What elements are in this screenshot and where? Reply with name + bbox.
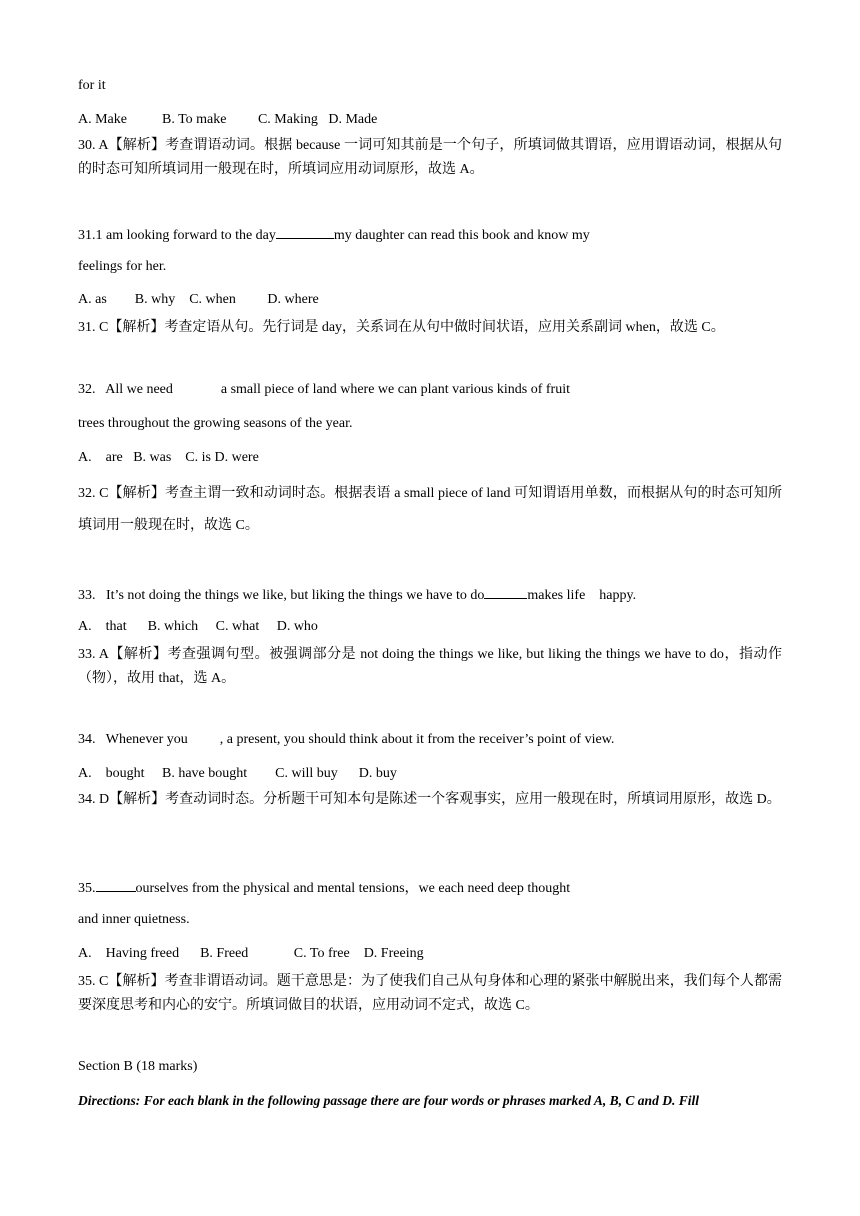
question-31-options: A. as B. why C. when D. where: [78, 292, 319, 307]
answer-31-explanation: 31. C【解析】考查定语从句。先行词是 day，关系词在从句中做时间状语，应用关系副词 when，故选 C。: [78, 320, 725, 335]
question-35-stem-end: and inner quietness.: [78, 912, 190, 927]
question-35-blank: [96, 877, 136, 892]
question-31-stem: [78, 224, 782, 245]
question-35-stem-part1: 35.: [78, 881, 96, 896]
answer-35-explanation: 35. C【解析】考查非谓语动词。题干意思是：为了使我们自己从句身体和心理的紧张中解脱出来，我们每个人都需要深度思考和内心的安宁。所填词做目的状语，应用动词不定式，故选 C。: [78, 974, 782, 1013]
section-b-heading: Section B (18 marks): [78, 1059, 198, 1074]
question-35-stem-part2: ourselves from the physical and mental tensions，we each need deep thought: [135, 881, 571, 896]
question-35-stem: [78, 877, 782, 898]
question-34-stem-part2: , a present, you should think about it from the receiver’s point of view.: [219, 732, 615, 747]
question-33-stem: [78, 584, 782, 605]
answer-33-explanation: 33. A【解析】考查强调句型。被强调部分是 not doing the things we like, but liking the things we have to do，指动作（物），故用 that，选 A。: [78, 647, 782, 686]
question-32-stem: [78, 381, 782, 399]
question-32-stem-part2: a small piece of land where we can plant various kinds of fruit: [220, 382, 570, 397]
directions-text: Directions: For each blank in the following passage there are four words or phrases marked A, B, C and D. Fill: [78, 1093, 699, 1108]
question-32-stem-part1: 32. All we need: [78, 382, 173, 397]
answer-30-explanation: 30. A【解析】考查谓语动词。根据 because 一词可知其前是一个句子，所填词做其谓语，应用谓语动词，根据从句的时态可知所填词用一般现在时，所填词应用动词原形，故选 A。: [78, 138, 782, 177]
question-31-stem-part1: 31.1 am looking forward to the day: [78, 228, 276, 243]
question-35-options: A. Having freed B. Freed C. To free D. Freeing: [78, 946, 424, 961]
question-34-stem: [78, 731, 782, 749]
question-31-stem-end: feelings for her.: [78, 259, 167, 274]
question-29-stem-end: for it: [78, 78, 106, 93]
question-31-stem-part2: my daughter can read this book and know my: [333, 228, 590, 243]
question-33-stem-part1: 33. It’s not doing the things we like, but liking the things we have to do: [78, 588, 485, 603]
question-31-blank: [276, 224, 334, 239]
question-33-stem-part2: makes life happy.: [527, 588, 637, 603]
question-33-blank: [484, 584, 527, 599]
answer-32-explanation: 32. C【解析】考查主谓一致和动词时态。根据表语 a small piece of land 可知谓语用单数，而根据从句的时态可知所填词用一般现在时，故选 C。: [78, 486, 782, 533]
question-34-stem-part1: 34. Whenever you: [78, 732, 188, 747]
question-32-options: A. are B. was C. is D. were: [78, 450, 259, 465]
question-33-options: A. that B. which C. what D. who: [78, 619, 318, 634]
question-34-options: A. bought B. have bought C. will buy D. buy: [78, 766, 397, 781]
answer-34-explanation: 34. D【解析】考查动词时态。分析题干可知本句是陈述一个客观事实，应用一般现在时，所填词用原形，故选 D。: [78, 792, 781, 807]
question-29-options: A. Make B. To make C. Making D. Made: [78, 112, 378, 127]
question-32-stem-end: trees throughout the growing seasons of the year.: [78, 416, 353, 431]
